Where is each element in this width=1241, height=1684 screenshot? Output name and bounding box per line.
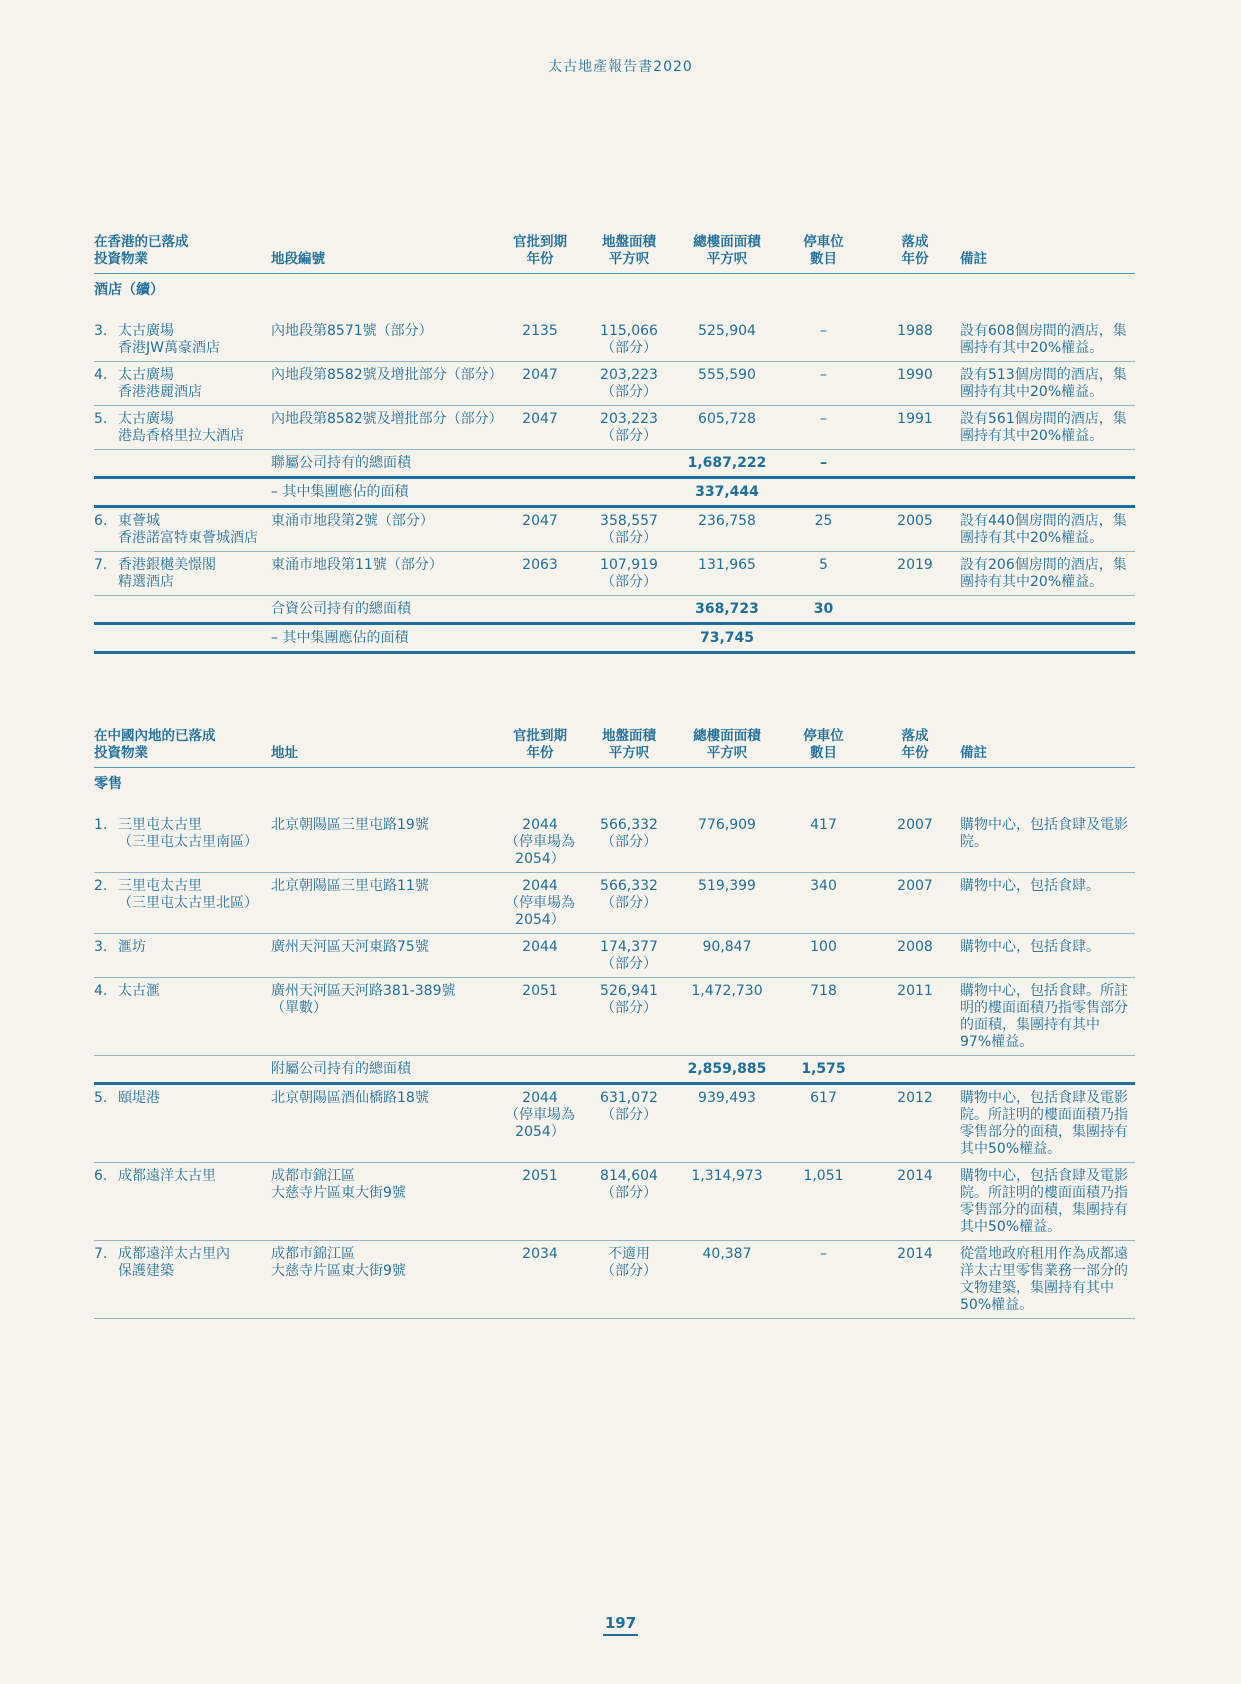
col-header-site-area: 地盤面積 平方呎 bbox=[581, 234, 677, 274]
section-row: 零售 bbox=[94, 776, 122, 792]
table-row: 5. 頤堤港 北京朝陽區酒仙橋路18號 2044 （停車場為 2054） 631,072 （部分） 939,493 617 2012 購物中心，包括食肆及電影院。所註明的樓面面積乃指零售部分的面積，集團持有其中50%權益。 bbox=[94, 1084, 1135, 1163]
table-header-row bbox=[94, 728, 1135, 768]
col-header-lot: 地段編號 bbox=[271, 234, 499, 274]
table-row: 7. 香港銀樾美憬閣 精選酒店 東涌市地段第11號（部分） 2063 107,919 （部分） 131,965 5 2019 設有206個房間的酒店，集團持有其中20%權益。 bbox=[94, 552, 1135, 596]
col-header-gfa: 總樓面面積 平方呎 bbox=[677, 234, 777, 274]
table-row: 3. 滙坊 廣州天河區天河東路75號 2044 174,377 （部分） 90,847 100 2008 購物中心，包括食肆。 bbox=[94, 934, 1135, 978]
cn-retail-table bbox=[94, 728, 1135, 1319]
subtotal-row: 聯屬公司持有的總面積 1,687,222 – bbox=[94, 450, 1135, 478]
table-row: 7. 成都遠洋太古里內 保護建築 成都市錦江區 大慈寺片區東大街9號 2034 不適用 （部分） 40,387 – 2014 從當地政府租用作為成都遠洋太古里零售業務一部分的文物建築，集團持有其中50%權益。 bbox=[94, 1241, 1135, 1319]
col-header-parking: 停車位 數目 bbox=[777, 728, 870, 768]
subtotal-row: 附屬公司持有的總面積 2,859,885 1,575 bbox=[94, 1056, 1135, 1084]
hk-hotels-table bbox=[94, 234, 1135, 654]
col-header-parking: 停車位 數目 bbox=[777, 234, 870, 274]
col-header-lease: 官批到期 年份 bbox=[499, 728, 581, 768]
col-header-notes: 備註 bbox=[960, 234, 1135, 274]
col-header-notes: 備註 bbox=[960, 728, 1135, 768]
table-row: 3. 太古廣場 香港JW萬豪酒店 內地段第8571號（部分） 2135 115,066 （部分） 525,904 – 1988 設有608個房間的酒店，集團持有其中20%權益。 bbox=[94, 307, 1135, 362]
col-header-site-area: 地盤面積 平方呎 bbox=[581, 728, 677, 768]
table-row: 2. 三里屯太古里 （三里屯太古里北區） 北京朝陽區三里屯路11號 2044 （停車場為 2054） 566,332 （部分） 519,399 340 2007 購物中心，包括食肆。 bbox=[94, 873, 1135, 934]
subtotal-row: 合資公司持有的總面積 368,723 30 bbox=[94, 596, 1135, 624]
col-header-gfa: 總樓面面積 平方呎 bbox=[677, 728, 777, 768]
page-number: 197 bbox=[0, 1614, 1241, 1632]
table-row: 1. 三里屯太古里 （三里屯太古里南區） 北京朝陽區三里屯路19號 2044 （停車場為 2054） 566,332 （部分） 776,909 417 2007 購物中心，包括食肆及電影院。 bbox=[94, 801, 1135, 873]
table-row: 4. 太古滙 廣州天河區天河路381-389號 （單數） 2051 526,941 （部分） 1,472,730 718 2011 購物中心，包括食肆。所註明的樓面面積乃指零售部分的面積，集團持有其中97%權益。 bbox=[94, 978, 1135, 1056]
table-row: 4. 太古廣場 香港港麗酒店 內地段第8582號及增批部分（部分） 2047 203,223 （部分） 555,590 – 1990 設有513個房間的酒店，集團持有其中20%權益。 bbox=[94, 362, 1135, 406]
table-row: 6. 東薈城 香港諾富特東薈城酒店 東涌市地段第2號（部分） 2047 358,557 （部分） 236,758 25 2005 設有440個房間的酒店，集團持有其中20%權益。 bbox=[94, 507, 1135, 552]
col-header-property: 在中國內地的已落成 投資物業 bbox=[94, 728, 271, 768]
col-header-property: 在香港的已落成 投資物業 bbox=[94, 234, 271, 274]
col-header-address: 地址 bbox=[271, 728, 499, 768]
attributable-row: – 其中集團應佔的面積 337,444 bbox=[94, 478, 1135, 507]
col-header-year: 落成 年份 bbox=[870, 234, 960, 274]
attributable-row: – 其中集團應佔的面積 73,745 bbox=[94, 624, 1135, 653]
table-row: 6. 成都遠洋太古里 成都市錦江區 大慈寺片區東大街9號 2051 814,604 （部分） 1,314,973 1,051 2014 購物中心，包括食肆及電影院。所註明的樓面面積乃指零售部分的面積，集團持有其中50%權益。 bbox=[94, 1163, 1135, 1241]
table-header-row bbox=[94, 234, 1135, 274]
table-row: 5. 太古廣場 港島香格里拉大酒店 內地段第8582號及增批部分（部分） 2047 203,223 （部分） 605,728 – 1991 設有561個房間的酒店，集團持有其中20%權益。 bbox=[94, 406, 1135, 450]
col-header-year: 落成 年份 bbox=[870, 728, 960, 768]
report-header: 太古地產報告書2020 bbox=[548, 59, 693, 75]
col-header-lease: 官批到期 年份 bbox=[499, 234, 581, 274]
section-row: 酒店（續） bbox=[94, 282, 164, 298]
